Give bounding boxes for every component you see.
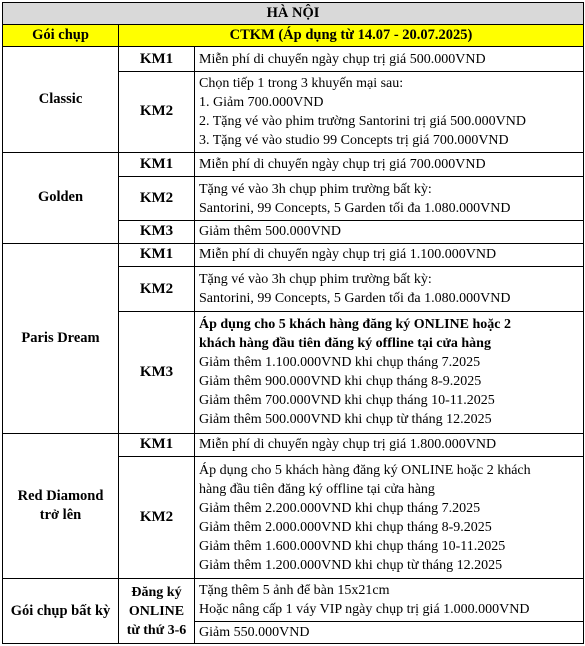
promo-description-line: 2. Tặng vé vào phim trường Santorini trị giá 500.000VND [199,113,526,129]
promo-description-line: Miễn phí di chuyển ngày chụp trị giá 500.000VND [199,51,486,67]
package-name: Classic [38,91,83,108]
promo-description-cell [195,266,584,311]
promo-description-line: Giảm thêm 2.200.000VND khi chụp tháng 7.2025 [199,500,481,516]
header-row [3,25,584,47]
promo-description-line: 3. Tặng vé vào studio 99 Concepts trị giá 700.000VND [199,132,509,148]
package-name: Golden [37,189,84,206]
promo-description-line: Miễn phí di chuyển ngày chụp trị giá 1.100.000VND [199,247,497,263]
promo-code-cell [119,579,195,644]
table-row [3,47,584,71]
package-name-cell [3,579,119,644]
promo-description-cell [195,221,584,243]
promo-description-line: Giảm thêm 900.000VND khi chụp tháng 8-9.2025 [199,374,482,390]
promo-description-cell [195,176,584,220]
promo-code-cell [119,152,195,176]
promo-code: KM3 [139,223,174,240]
promo-code-cell [119,266,195,311]
promo-description-cell [195,579,584,621]
promo-description-line: Giảm 550.000VND [199,624,310,640]
promo-description-line: Giảm thêm 500.000VND [199,224,341,240]
table-row [3,579,584,621]
package-name-cell [3,433,119,579]
package-name: Red Diamond [17,487,104,504]
table-row [3,243,584,266]
promo-description-line: Tặng vé vào 3h chụp phim trường bất kỳ: [199,181,432,197]
promo-description-line: Miễn phí di chuyển ngày chụp trị giá 700.000VND [199,156,486,172]
promo-code: từ thứ 3-6 [126,622,187,638]
package-name-cell [3,47,119,152]
promo-description-cell [195,312,584,433]
promo-code: KM3 [139,363,174,380]
package-name-cell [3,243,119,433]
table-row [3,433,584,456]
promo-code-cell [119,243,195,266]
promo-description-line: Giảm thêm 500.000VND khi chụp từ tháng 12.2025 [199,412,492,428]
promo-code: KM1 [139,50,174,67]
package-name: Paris Dream [21,329,100,346]
promo-description-line: 1. Giảm 700.000VND [199,94,324,110]
promo-description-line: Chọn tiếp 1 trong 3 khuyến mại sau: [199,75,404,91]
promo-description-line: Giảm thêm 1.100.000VND khi chụp tháng 7.2025 [199,355,481,371]
table-title: HÀ NỘI [3,3,584,25]
promo-description-line: Giảm thêm 1.600.000VND khi chụp tháng 10-11.2025 [199,538,506,554]
promo-description-cell [195,456,584,578]
promo-description-cell [195,243,584,266]
promo-description-cell [195,621,584,643]
title-row [3,3,584,25]
promo-description-line: Giảm thêm 700.000VND khi chụp tháng 10-11.2025 [199,393,495,409]
promo-code: KM2 [139,190,174,207]
promo-code-cell [119,312,195,433]
promo-code-cell [119,433,195,456]
promo-description-line: khách hàng đầu tiên đăng ký offline tại cửa hàng [199,336,491,352]
table-row [3,152,584,176]
promo-description-line: Giảm thêm 1.200.000VND khi chụp từ tháng 12.2025 [199,557,503,573]
promo-code-cell [119,176,195,220]
package-name: Gói chụp bất kỳ [10,602,111,619]
promo-description-line: Áp dụng cho 5 khách hàng đăng ký ONLINE hoặc 2 [199,317,511,333]
promo-description-cell [195,71,584,152]
promo-table-body [3,3,584,644]
promo-table [2,2,584,644]
promo-code: KM1 [139,436,174,453]
promo-code: KM2 [139,280,174,297]
promo-code: Đăng ký [131,584,182,600]
promo-description-line: Santorini, 99 Concepts, 5 Garden tối đa 1.080.000VND [199,200,511,216]
package-name: trở lên [39,506,82,523]
promo-description-cell [195,47,584,71]
package-column-header: Gói chụp [3,25,119,47]
promo-description-cell [195,152,584,176]
promo-code-cell [119,71,195,152]
promo-description-line: Áp dụng cho 5 khách hàng đăng ký ONLINE hoặc 2 khách [199,462,531,478]
promo-column-header: CTKM (Áp dụng từ 14.07 - 20.07.2025) [119,25,584,47]
promo-code: KM1 [139,155,174,172]
promo-code-cell [119,456,195,578]
promo-description-line: Giảm thêm 2.000.000VND khi chụp tháng 8-9.2025 [199,519,492,535]
promo-description-line: Miễn phí di chuyển ngày chụp trị giá 1.800.000VND [199,437,497,453]
promo-code: KM1 [139,246,174,263]
promo-code: KM2 [139,509,174,526]
package-name-cell [3,152,119,243]
promo-code-cell [119,221,195,243]
promo-description-line: Tặng vé vào 3h chụp phim trường bất kỳ: [199,272,432,288]
promo-code: ONLINE [128,603,185,619]
promo-description-line: hàng đầu tiên đăng ký offline tại cửa hàng [199,481,435,497]
promo-code: KM2 [139,103,174,120]
promo-description-line: Tặng thêm 5 ảnh để bàn 15x21cm [199,582,390,598]
promo-description-cell [195,433,584,456]
promo-description-line: Santorini, 99 Concepts, 5 Garden tối đa 1.080.000VND [199,291,511,307]
promo-code-cell [119,47,195,71]
promo-description-line: Hoặc nâng cấp 1 váy VIP ngày chụp trị giá 1.000.000VND [199,601,530,617]
